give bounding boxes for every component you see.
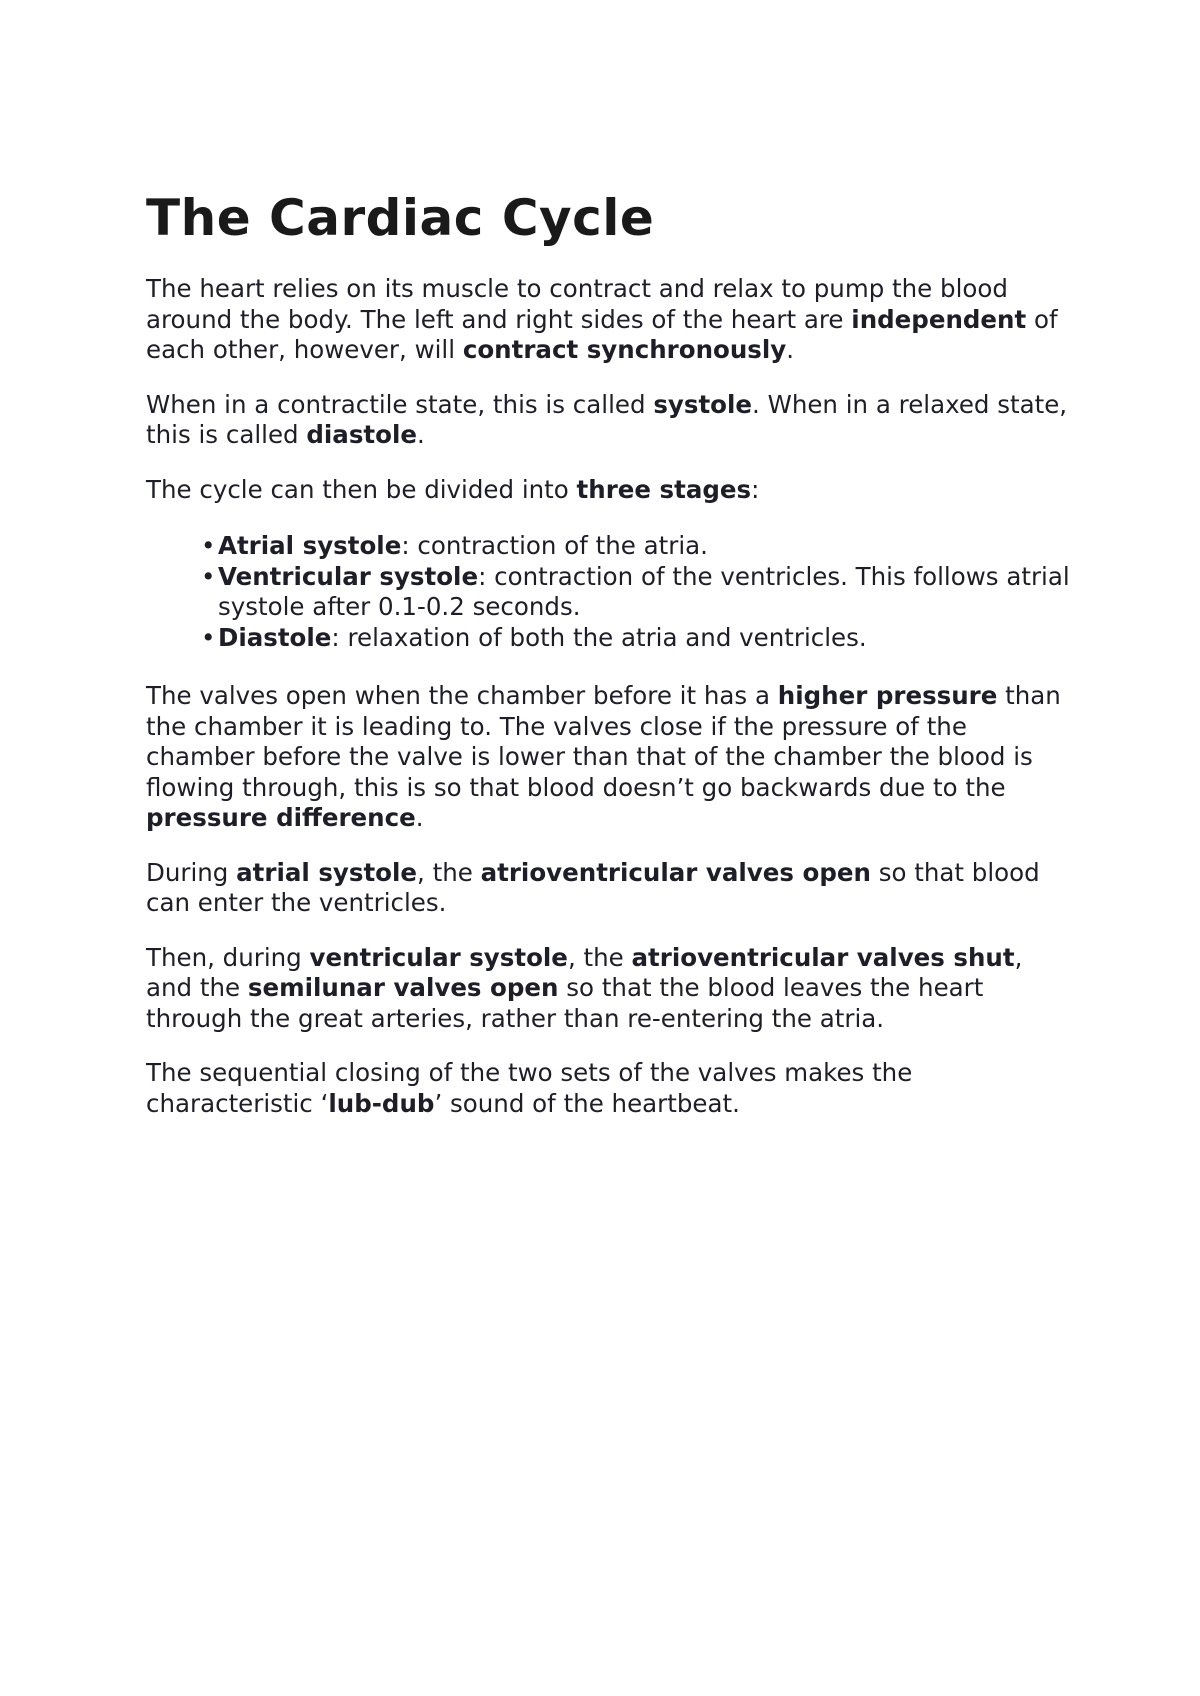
bullet-icon: • bbox=[201, 622, 216, 652]
text: of each other, however, will bbox=[146, 304, 1058, 364]
text: The sequential closing of the two sets of the valves makes the characteristic ‘ bbox=[146, 1058, 913, 1118]
paragraph-atrial-systole bbox=[146, 858, 1076, 919]
text: , the bbox=[417, 857, 481, 887]
text: ’ sound of the heartbeat. bbox=[434, 1088, 740, 1118]
paragraph-valves bbox=[146, 681, 1076, 834]
bold-term: contract synchronously bbox=[462, 335, 787, 364]
list-item bbox=[201, 531, 1076, 562]
text: . bbox=[416, 420, 425, 449]
text: : contraction of the ventricles. This follows atrial systole after 0.1-0.2 seconds. bbox=[218, 561, 1070, 621]
text: The cycle can then be divided into bbox=[146, 474, 577, 504]
text: : relaxation of both the atria and ventricles. bbox=[331, 622, 867, 652]
paragraph-intro bbox=[146, 274, 1076, 366]
text: : contraction of the atria. bbox=[401, 531, 708, 560]
text: , and the bbox=[146, 942, 1023, 1002]
text: . bbox=[415, 803, 424, 832]
text: The heart relies on its muscle to contract and relax to pump the blood around the body. The left and right sides of the heart are bbox=[146, 274, 1008, 334]
document-page bbox=[146, 188, 1076, 1143]
bold-term: diastole bbox=[306, 420, 417, 449]
bold-term: atrioventricular valves shut bbox=[631, 942, 1015, 972]
bold-term: independent bbox=[851, 304, 1027, 334]
text: than the chamber it is leading to. The valves close if the pressure of the chamber before the valve is lower than that of the chamber the blood is flowing through, this is so that blood doesn’t go backwards due to the bbox=[146, 681, 1061, 802]
text: . bbox=[786, 335, 795, 364]
list-item bbox=[201, 562, 1076, 623]
bold-term: higher pressure bbox=[777, 681, 998, 710]
bold-term: atrioventricular valves open bbox=[480, 857, 871, 887]
bold-term: semilunar valves open bbox=[247, 973, 559, 1002]
text: so that the blood leaves the heart through the great arteries, rather than re-entering the atria. bbox=[146, 973, 984, 1033]
bold-term: systole bbox=[653, 389, 753, 419]
paragraph-ventricular-systole bbox=[146, 943, 1076, 1035]
stages-list bbox=[146, 531, 1076, 653]
paragraph-systole-diastole bbox=[146, 390, 1076, 451]
paragraph-stages-intro bbox=[146, 475, 1076, 506]
text: so that blood can enter the ventricles. bbox=[146, 857, 1040, 917]
bold-term: three stages bbox=[576, 474, 752, 504]
bullet-icon: • bbox=[201, 531, 216, 560]
bold-term: Atrial systole bbox=[218, 531, 402, 560]
paragraph-heart-sound bbox=[146, 1058, 1076, 1119]
bold-term: atrial systole bbox=[236, 857, 418, 887]
list-item bbox=[201, 623, 1076, 654]
bold-term: lub-dub bbox=[328, 1088, 435, 1118]
bold-term: Ventricular systole bbox=[218, 561, 479, 591]
bullet-icon: • bbox=[201, 561, 216, 591]
text: The valves open when the chamber before it has a bbox=[146, 681, 778, 710]
text: Then, during bbox=[146, 942, 310, 972]
bold-term: pressure difference bbox=[146, 803, 416, 832]
text: During bbox=[146, 857, 237, 887]
text: When in a contractile state, this is called bbox=[146, 389, 654, 419]
page-title: The Cardiac Cycle bbox=[146, 189, 655, 247]
bold-term: Diastole bbox=[218, 622, 332, 652]
text: : bbox=[751, 474, 760, 504]
text: , the bbox=[567, 942, 632, 972]
bold-term: ventricular systole bbox=[309, 942, 568, 972]
text: . When in a relaxed state, this is called bbox=[146, 389, 1068, 449]
